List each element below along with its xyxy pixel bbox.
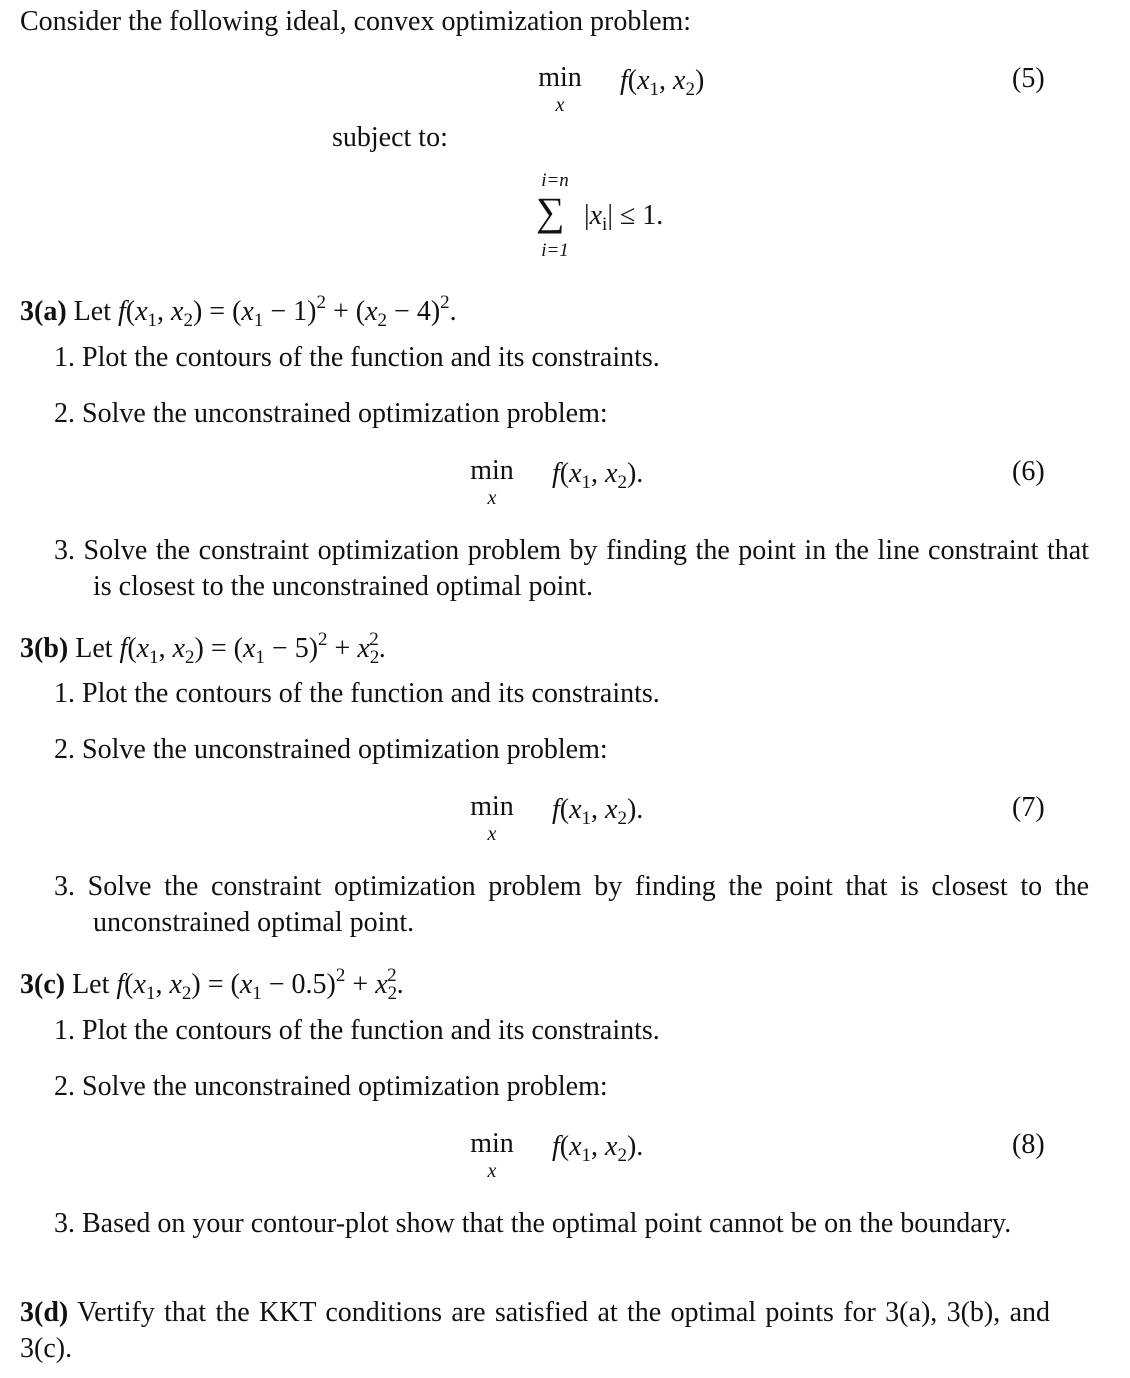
intro-text: Consider the following ideal, convex optimization problem: xyxy=(20,6,692,37)
part-b-item-3: 3. Solve the constraint optimization problem by finding the point that is closest to the unconstrained optimal point. xyxy=(54,871,1089,938)
sigma-symbol: ∑ xyxy=(536,189,565,234)
part-d-label: 3(d) xyxy=(20,1297,69,1328)
eq7-min: min x xyxy=(470,791,514,845)
part-a-item-3: 3. Solve the constraint optimization problem by finding the point in the line constraint that is closest to the unconstrained optimal point. xyxy=(54,535,1089,602)
part-d-text xyxy=(20,1295,1050,1367)
part-b-item-2: 2. Solve the unconstrained optimization problem: xyxy=(54,734,608,765)
part-a-item-1: 1. Plot the contours of the function and its constraints. xyxy=(54,342,660,373)
eq7-objective: $f(x_1$, $x_2$). xyxy=(552,794,644,829)
eq6-min: min x xyxy=(470,455,514,509)
part-c-item-2: 2. Solve the unconstrained optimization problem: xyxy=(54,1071,608,1102)
subject-to-label: subject to: xyxy=(332,122,448,153)
eq8-number: (8) xyxy=(1012,1129,1045,1160)
part-a-heading: 3(a) Let $f(x_1$, $x_2) = (x_1 - 1)^2 + (x_2 - 4)^2$. xyxy=(20,292,457,331)
constraint-expression: $|x_i| \le 1$. xyxy=(584,200,664,235)
eq8-objective: $f(x_1$, $x_2$). xyxy=(552,1131,644,1166)
eq5-objective: $f(x_1$, $x_2$) xyxy=(620,65,705,100)
part-c-item-3: 3. Based on your contour-plot show that the optimal point cannot be on the boundary. xyxy=(54,1208,1012,1239)
part-a-item-2: 2. Solve the unconstrained optimization problem: xyxy=(54,398,608,429)
part-c-heading: 3(c) Let $f(x_1$, $x_2) = (x_1 - 0.5)^2 + x_2^2$. xyxy=(20,965,404,1004)
eq5-number: (5) xyxy=(1012,63,1045,94)
part-d-body: Vertify that the KKT conditions are satisfied at the optimal points for 3(a), 3(b), and 3(c). xyxy=(20,1297,1050,1364)
sum-upper-limit: i=n xyxy=(541,170,569,191)
part-b-item-1: 1. Plot the contours of the function and its constraints. xyxy=(54,678,660,709)
eq6-objective: $f(x_1$, $x_2$). xyxy=(552,458,644,493)
eq8-min: min x xyxy=(470,1128,514,1182)
part-c-item-1: 1. Plot the contours of the function and its constraints. xyxy=(54,1015,660,1046)
eq5-min: min x xyxy=(538,62,582,116)
eq6-number: (6) xyxy=(1012,456,1045,487)
sum-lower-limit: i=1 xyxy=(541,240,569,261)
eq7-number: (7) xyxy=(1012,792,1045,823)
part-b-heading: 3(b) Let $f(x_1$, $x_2) = (x_1 - 5)^2 + x_2^2$. xyxy=(20,629,386,668)
